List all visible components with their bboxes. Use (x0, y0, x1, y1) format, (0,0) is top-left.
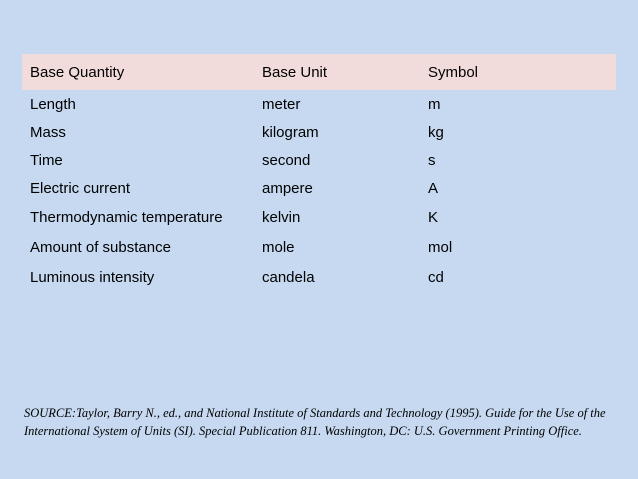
si-base-units-table (22, 54, 616, 292)
cell-symbol: s (428, 151, 436, 169)
table-header-row (22, 54, 616, 90)
cell-unit: candela (262, 268, 315, 286)
cell-quantity: Thermodynamic temperature (30, 208, 223, 226)
cell-symbol: kg (428, 123, 444, 141)
cell-quantity: Mass (30, 123, 66, 141)
source-citation: SOURCE:Taylor, Barry N., ed., and National Institute of Standards and Technology (1995). Guide for the Use of the International System of Units (SI). Special Publication 811. Washington, DC: U.S. Government Printing Office. (24, 406, 606, 438)
cell-quantity: Time (30, 151, 63, 169)
cell-quantity: Length (30, 95, 76, 113)
cell-symbol: m (428, 95, 441, 113)
header-symbol: Symbol (428, 63, 479, 81)
cell-unit: second (262, 151, 311, 169)
cell-unit: kelvin (262, 208, 301, 226)
table-row (22, 262, 616, 292)
table-row (22, 174, 616, 202)
cell-symbol: mol (428, 238, 453, 256)
cell-unit: meter (262, 95, 301, 113)
table-row (22, 118, 616, 146)
cell-unit: mole (262, 238, 295, 256)
header-base-unit: Base Unit (262, 63, 328, 81)
cell-quantity: Electric current (30, 179, 131, 197)
cell-symbol: K (428, 208, 439, 226)
cell-quantity: Amount of substance (30, 238, 171, 256)
table-row (22, 146, 616, 174)
table-row (22, 232, 616, 262)
cell-symbol: cd (428, 268, 444, 286)
cell-unit: ampere (262, 179, 313, 197)
table-row (22, 202, 616, 232)
cell-unit: kilogram (262, 123, 319, 141)
table-row (22, 90, 616, 118)
cell-symbol: A (428, 179, 439, 197)
header-base-quantity: Base Quantity (30, 63, 125, 81)
cell-quantity: Luminous intensity (30, 268, 155, 286)
